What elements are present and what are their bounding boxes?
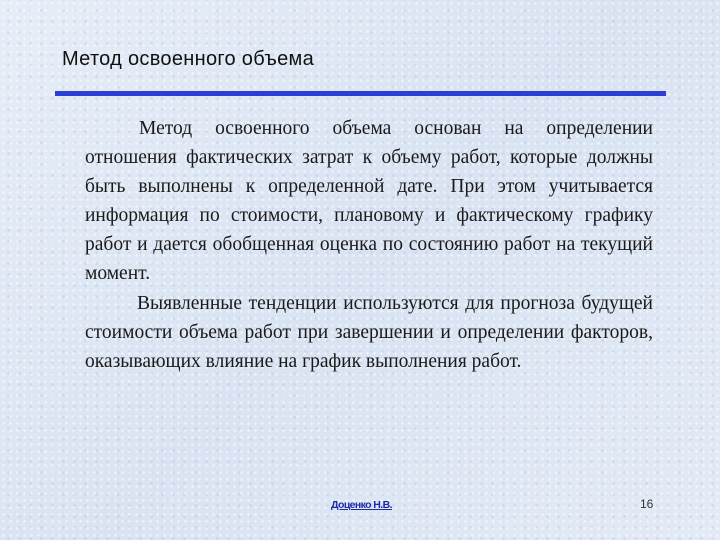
- slide-title: Метод освоенного объема: [62, 48, 315, 70]
- slide-body: [85, 114, 653, 376]
- page-number: 16: [640, 497, 654, 511]
- body-paragraph-1: Метод освоенного объема основан на определении отношения фактических затрат к объему работ, которые должны быть выполнены к определенной дате. При этом учитывается информация по стоимости, плановому и фактическому графику работ и дается обобщенная оценка по состоянию работ на текущий момент.: [85, 118, 653, 284]
- body-paragraph-2: Выявленные тенденции используются для прогноза будущей стоимости объема работ при завершении и определении факторов, оказывающих влияние на график выполнения работ.: [85, 293, 653, 372]
- footer-author: Доценко Н.В.: [331, 499, 392, 511]
- title-divider: [55, 91, 666, 96]
